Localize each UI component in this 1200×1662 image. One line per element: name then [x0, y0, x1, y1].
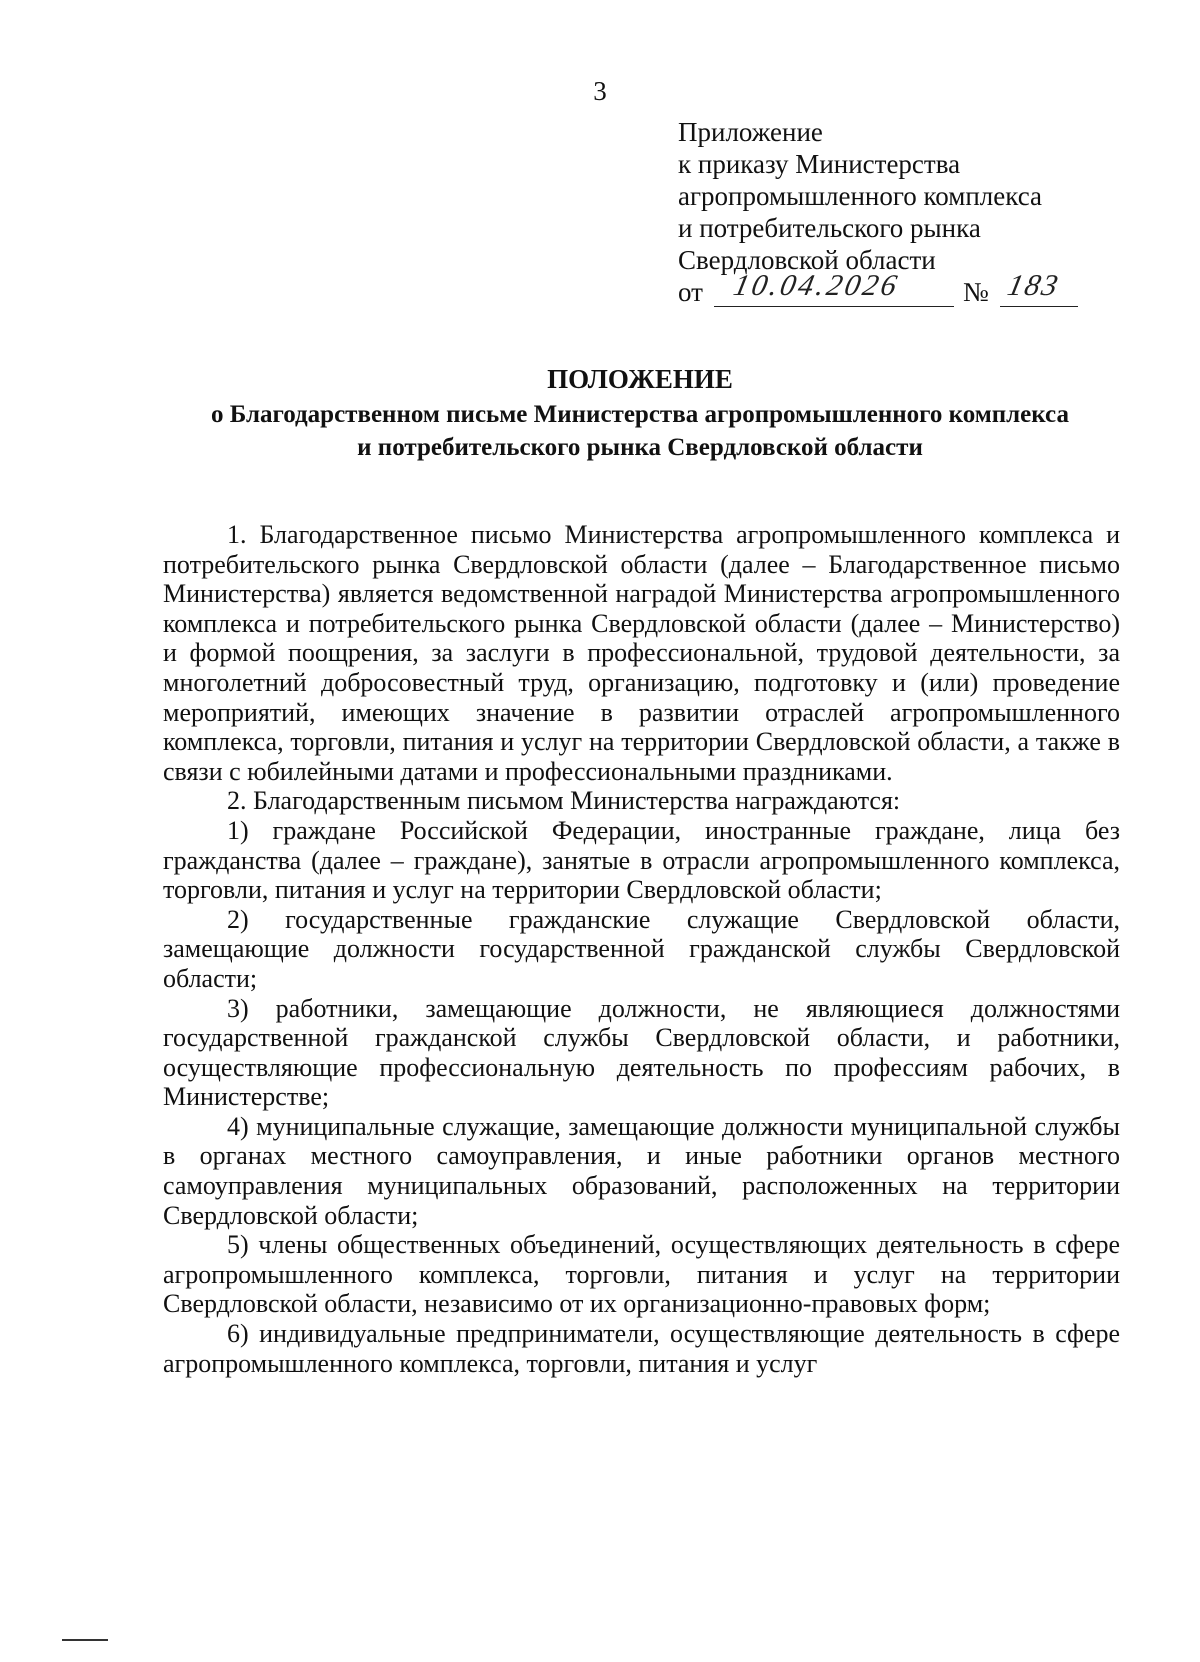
from-label: от [678, 277, 703, 307]
scan-artifact [62, 1639, 108, 1641]
handwritten-number: 183 [1004, 269, 1063, 302]
paragraph-1: 1. Благодарственное письмо Министерства агропромышленного комплекса и потребительского рынка Свердловской области (далее – Благодарственное письмо Министерства) является ведомственной наградой Министерства агропромышленного комплекса и потребительского рынка Свердловской области (далее – Министерство) и формой поощрения, за заслуги в профессиональной, трудовой деятельности, за многолетний добросовестный труд, организацию, подготовку и (или) проведение мероприятий, имеющих значение в развитии отраслей агропромышленного комплекса, торговли, питания и услуг на территории Свердловской области, а также в связи с юбилейными датами и профессиональными праздниками. [163, 520, 1120, 786]
appendix-line: агропромышленного комплекса [678, 181, 1042, 211]
appendix-line: Приложение [678, 117, 823, 147]
handwritten-date: 10.04.2026 [730, 269, 903, 302]
list-item-3: 3) работники, замещающие должности, не являющиеся должностями государственной гражданской службы Свердловской области, и работники, осуществляющие профессиональную деятельность по профессиям рабочих, в Министерстве; [163, 993, 1120, 1112]
document-subtitle [160, 398, 1120, 464]
appendix-date-line [678, 269, 1098, 312]
appendix-header [678, 116, 1098, 312]
subtitle-line: и потребительского рынка Свердловской области [357, 434, 923, 461]
list-item-2: 2) государственные гражданские служащие Свердловской области, замещающие должности государственной гражданской службы Свердловской области; [163, 904, 1120, 993]
appendix-line: и потребительского рынка [678, 213, 981, 243]
appendix-line: к приказу Министерства [678, 149, 961, 179]
number-underline [1000, 306, 1078, 307]
appendix-line: Свердловской области [678, 245, 936, 275]
page-number: 3 [593, 76, 607, 106]
document-title: ПОЛОЖЕНИЕ [547, 364, 733, 394]
document-body [163, 520, 1120, 1378]
number-label: № [963, 277, 989, 307]
subtitle-line: о Благодарственном письме Министерства агропромышленного комплекса [211, 401, 1069, 428]
list-item-6: 6) индивидуальные предприниматели, осуществляющие деятельность в сфере агропромышленного комплекса, торговли, питания и услуг [163, 1319, 1120, 1378]
list-item-5: 5) члены общественных объединений, осуществляющих деятельность в сфере агропромышленного комплекса, торговли, питания и услуг на территории Свердловской области, независимо от их организационно-правовых форм; [163, 1230, 1120, 1319]
paragraph-2: 2. Благодарственным письмом Министерства награждаются: [227, 786, 901, 816]
list-item-4: 4) муниципальные служащие, замещающие должности муниципальной службы в органах местного самоуправления, и иные работники органов местного самоуправления муниципальных образований, расположенных на территории Свердловской области; [163, 1111, 1120, 1230]
list-item-1: 1) граждане Российской Федерации, иностранные граждане, лица без гражданства (далее – граждане), занятые в отрасли агропромышленного комплекса, торговли, питания и услуг на территории Свердловской области; [163, 815, 1120, 905]
date-underline [714, 306, 954, 307]
